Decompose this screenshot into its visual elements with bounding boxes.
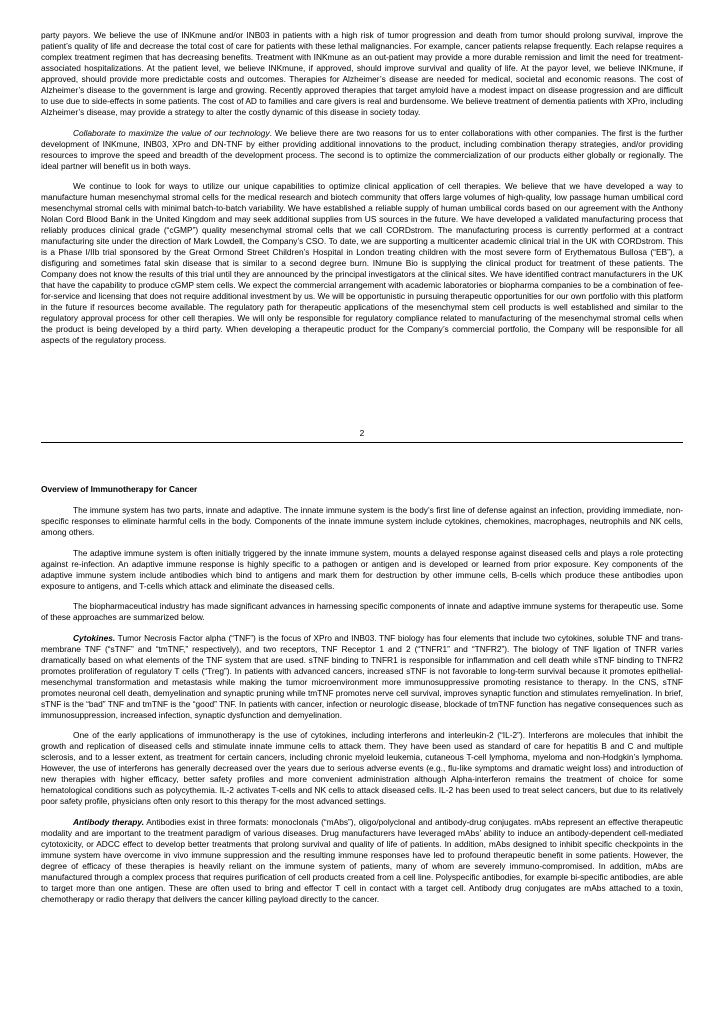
antibody-text: Antibodies exist in three formats: monoclonals (“mAbs”), oligo/polyclonal and antibody-drug conjugates. mAbs represent an effective therapeutic modality and are important to the treatment paradigm of various diseases. Drug manufacturers have leveraged mAbs’ ability to induce an antibody-dependent cell-mediated cytotoxicity, or ADCC effect to develop better treatments that prolong survival and quality of life of patients. In addition, mAbs designed to inhibit specific checkpoints in the immune system have overcome in vivo immune suppression and the resulting immune responses have led to profound therapeutic benefit in some patients. However, the degree of efficacy of these therapies is heavily reliant on the immune system of patients, many of whom are severely immuno-compromised. In addition, mAbs are manufactured through a complex process that requires purification of cell products created from a cell line. Polyspecific antibodies, for example bi-specific antibodies, are able to target more than one antigen. These are often used to bring and effector T cell in contact with a target cell. Antibody drug conjugates are mAbs attached to a toxin, chemotherapy or radio therapy that delivers the cancer killing payload directly to the cancer.	[41, 816, 683, 904]
antibody-lead-in: Antibody therapy.	[73, 816, 145, 827]
paragraph-antibody-therapy	[41, 817, 683, 905]
paragraph-cytokines	[41, 633, 683, 721]
previous-page-continuation	[41, 30, 683, 356]
collaborate-lead-in: Collaborate to maximize the value of our technology	[73, 127, 270, 138]
paragraph-payor-benefits: party payors. We believe the use of INKmune and/or INB03 in patients with a high risk of tumor progression and death from tumor should prolong survival, improve the patient’s quality of life and decrease the total cost of care for patients with these lethal malignancies. For example, cancer patients relapse frequently. Each relapse requires a complex treatment regimen that has decreasing benefits. Treatment with INKmune as an out-patient may provide a more durable remission and limit the need for treatment-associated hospitalizations. At the patient level, we believe INKmune, if approved, should improve survival and quality of life. At the payor level, we believe INKmune, if approved, should provide more predictable costs and outcomes. Therapies for Alzheimer’s disease are needed for medical, societal and economic reasons. The cost of Alzheimer’s disease to the government is large and growing. Recently approved therapies that target amyloid have a modest impact on disease progression and are difficult to use due to side-effects in some patients. The cost of AD to families and care givers is real and burdensome. We believe treatment of dementia patients with XPro, including Alzheimer’s disease, may provide a strategy to alter the costly dynamic of this disease in society today.	[41, 30, 683, 118]
section-heading: Overview of Immunotherapy for Cancer	[41, 484, 198, 494]
page-divider	[41, 442, 683, 443]
paragraph-interferons: One of the early applications of immunotherapy is the use of cytokines, including interferons and interleukin-2 (“IL-2”). Interferons are molecules that inhibit the growth and replication of diseased cells and stimulate innate immune cells to attack them. They have been used as standard of care for hepatitis B and C and multiple sclerosis, and to a lesser extent, as treatment for certain cancers, including chronic myeloid leukemia, cutaneous T-cell lymphoma, myeloma and non-Hodgkin’s lymphoma. However, the use of interferons has generally decreased over the years due to serious adverse events (e.g., flu-like symptoms and dramatic weight loss) and introduction of new therapies with higher efficacy, better safety profiles and more convenient administration although Alpha-interferon remains the treatment of choice for some hematological conditions such as polycythemia. IL-2 activates T-cells and NK cells to attack diseased cells. IL-2 has been used to treat select cancers, but due to its relatively poor safety profile, physicians often only resort to this therapy for the most advanced settings.	[41, 730, 683, 807]
immunotherapy-overview-section	[41, 484, 683, 915]
paragraph-immune-system: The immune system has two parts, innate and adaptive. The innate immune system is the body’s first line of defense against an infection, providing immediate, non-specific responses to eliminate harmful cells in the body. Components of the innate immune system include cytokines, chemokines, macrophages, neutrophils and NK cells, among others.	[41, 505, 683, 538]
paragraph-cordstrom: We continue to look for ways to utilize our unique capabilities to optimize clinical application of cell therapies. We believe that we have developed a way to manufacture human mesenchymal stromal cells for the medical research and biotech community that offers large volumes of high-quality, low passage human umbilical cord mesenchymal stromal cells with minimal batch-to-batch variability. We have established a reliable supply of human umbilical cords based on our agreement with the Anthony Nolan Cord Blood Bank in the United Kingdom and may seek additional supplies from US sources in the future. We have developed a validated manufacturing process that reliably produces clinical grade (“cGMP”) quality mesenchymal stromal cells that we call CORDstrom. The manufacturing process is currently performed at a contract manufacturing site under the direction of Mark Lowdell, the Company’s CSO. To date, we are supporting a multicenter academic clinical trial in the UK with CORDstrom. This is a Phase I/IIb trial sponsored by the Great Ormond Street Children’s Hospital in London treating children with the most severe form of Erythematous Bullosa (“EB”), a disfiguring and sometimes fatal skin disease that is similar to a second degree burn. INmune Bio is supplying the clinical product for treatment of these patients. The Company does not know the results of this trial until they are announced by the principal investigators at the clinical sites. We have identified contract manufacturers in the UK that have the capability to produce cGMP stem cells. We expect the commercial arrangement with academic laboratories or biopharma companies to be a combination of fee-for-service and licensing that does not require additional investment by us. We will be opportunistic in pursuing therapeutic opportunities for our own portfolio with this platform in the future if resources become available. The regulatory path for therapeutic applications of the mesenchymal stem cell products is well established and similar to the regulatory approval process for other cell therapies. We will only be responsible for regulatory compliance related to manufacturing of the mesenchymal stromal cells when the product is being developed by a third party. When developing a therapeutic product for the Company’s commercial portfolio, the Company will be responsible for all aspects of the regulatory process.	[41, 181, 683, 346]
paragraph-adaptive-immune: The adaptive immune system is often initially triggered by the innate immune system, mounts a delayed response against diseased cells and plays a role protecting against re-infection. An adaptive immune response is highly specific to a pathogen or antigen and is developed or learned from prior exposure. Key components of the adaptive immune system include antibodies which bind to antigens and mark them for destruction by other immune cells, B-cells which produce these antibodies upon exposure to antigens, and T-cells which attack and eliminate the diseased cells.	[41, 547, 683, 591]
paragraph-biopharma-advances: The biopharmaceutical industry has made significant advances in harnessing specific components of innate and adaptive immune systems for therapeutic use. Some of these approaches are summarized below.	[41, 601, 683, 623]
collaborate-text: . We believe there are two reasons for us to enter collaborations with other companies. The first is the further development of INKmune, INB03, XPro and DN-TNF by either providing additional innovations to the product, including combination therapy strategies, and/or providing resources to improve the speed and breadth of the development process. The second is to optimize the commercialization of our products either globally or regionally. The ideal partner will benefit us in both ways.	[41, 127, 683, 171]
paragraph-collaborate	[41, 128, 683, 172]
cytokines-text: Tumor Necrosis Factor alpha (“TNF”) is the focus of XPro and INB03. TNF biology has four elements that include two cytokines, soluble TNF and trans-membrane TNF (“sTNF” and “tmTNF,” respectively), and two receptors, TNF Receptor 1 and 2 (“TNFR1” and “TNFR2”). The biology of TNF ligation of TNFR varies dramatically based on what elements of the TNF system that are used. sTNF binding to TNFR1 is responsible for inflammation and cell death while sTNF binding to TNFR2 promotes proliferation of regulatory T cells (“Treg”). In patients with advanced cancers, increased sTNF is not favorable to long-term survival because it promotes epithelial-mesenchymal transformation and metastasis while making the tumor microenvironment more immunosuppressive promoting resistance to therapy. In the CNS, sTNF promotes neuronal cell death, demyelination and synaptic pruning while tmTNF promotes nerve cell survival, improves synaptic function and stimulates remyelination. In brief, sTNF is the “bad” TNF and tmTNF is the “good” TNF. In patients with cancer, infection or neurologic disease, blockade of tmTNF function has negative consequences such as immunosuppression, increased infection, synaptic dysfunction and demyelination.	[41, 632, 683, 720]
cytokines-lead-in: Cytokines.	[73, 632, 116, 643]
page-number: 2	[359, 428, 365, 438]
